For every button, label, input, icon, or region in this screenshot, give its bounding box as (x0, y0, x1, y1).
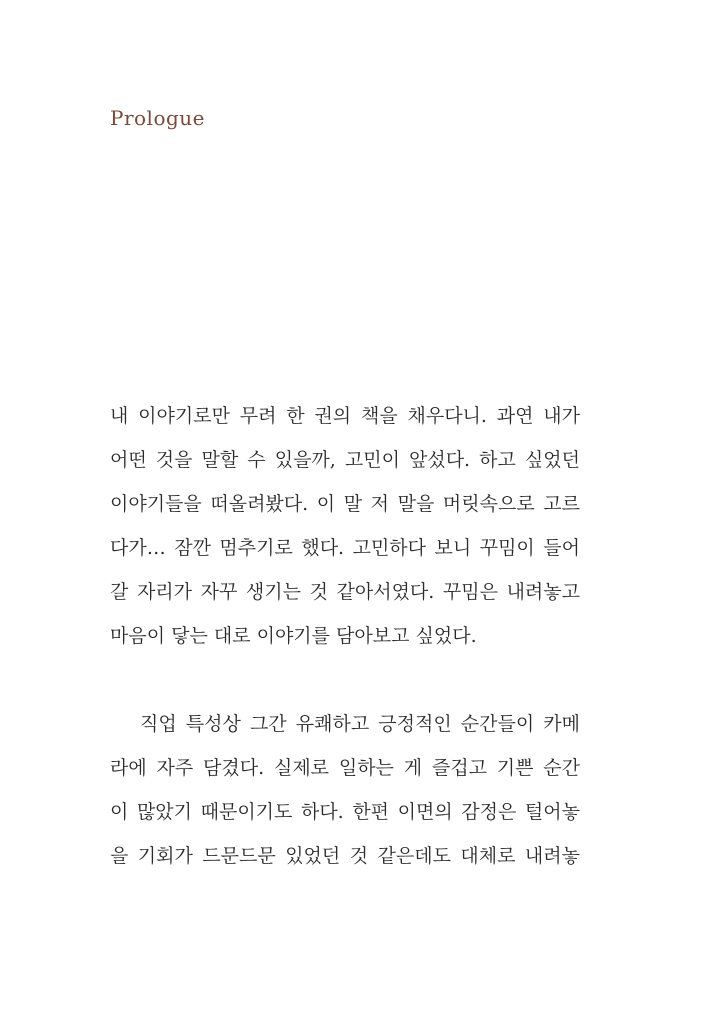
chapter-heading: Prologue (110, 106, 206, 130)
text-line: 라에 자주 담겼다. 실제로 일하는 게 즐겁고 기쁜 순간 (110, 757, 580, 779)
text-line: 이야기들을 떠올려봤다. 이 말 저 말을 머릿속으로 고르 (110, 493, 580, 515)
text-line: 어떤 것을 말할 수 있을까, 고민이 앞섰다. 하고 싶었던 (110, 449, 580, 471)
text-line: 이 많았기 때문이기도 하다. 한편 이면의 감정은 털어놓 (110, 801, 580, 823)
text-line: 갈 자리가 자꾸 생기는 것 같아서였다. 꾸밈은 내려놓고 (110, 581, 580, 603)
paragraph-2 (110, 702, 580, 878)
text-line: 을 기회가 드문드문 있었던 것 같은데도 대체로 내려놓 (110, 845, 580, 867)
text-line: 다가… 잠깐 멈추기로 했다. 고민하다 보니 꾸밈이 들어 (110, 537, 580, 559)
text-line: 마음이 닿는 대로 이야기를 담아보고 싶었다. (110, 625, 477, 647)
body-text (110, 394, 580, 878)
paragraph-1 (110, 394, 580, 658)
text-line: 직업 특성상 그간 유쾌하고 긍정적인 순간들이 카메 (140, 713, 580, 735)
text-line: 내 이야기로만 무려 한 권의 책을 채우다니. 과연 내가 (110, 405, 580, 427)
